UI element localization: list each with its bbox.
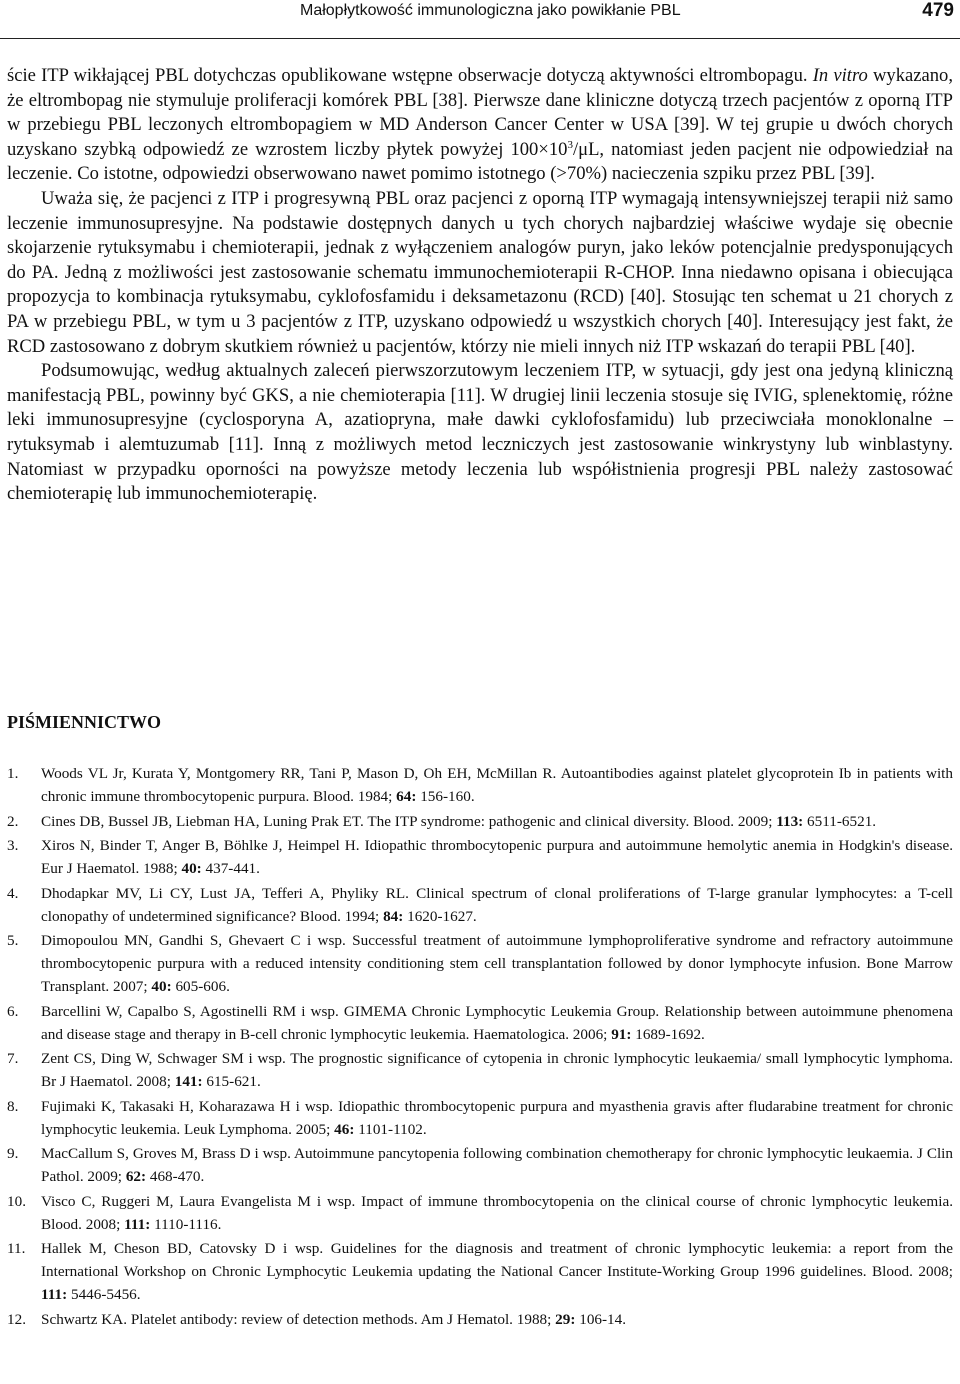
reference-number: 12. (7, 1310, 26, 1328)
reference-item (7, 929, 953, 998)
reference-text: MacCallum S, Groves M, Brass D i wsp. Autoimmune pancytopenia following combination chemotherapy for chronic lymphocytic leukaemia. J Clin Pathol. 2009; (41, 1145, 953, 1185)
reference-pages: 605-606. (171, 978, 230, 995)
references-list (7, 762, 953, 1332)
reference-text: Cines DB, Bussel JB, Liebman HA, Luning Prak ET. The ITP syndrome: pathogenic and clinical diversity. Blood. 2009; (41, 812, 777, 830)
reference-item (7, 1142, 953, 1188)
reference-volume: 113: (776, 812, 804, 830)
reference-volume: 40: (181, 860, 202, 877)
page-number: 479 (922, 0, 954, 21)
reference-number: 3. (7, 837, 19, 854)
reference-number: 8. (7, 1097, 19, 1115)
superscript: 3 (567, 138, 573, 151)
reference-volume: 46: (334, 1120, 355, 1138)
reference-pages: 1110-1116. (150, 1215, 222, 1233)
reference-volume: 141: (174, 1073, 203, 1090)
body-text (7, 64, 953, 507)
running-title: Małopłytkowość immunologiczna jako powikłanie PBL (300, 2, 681, 19)
reference-item (7, 834, 953, 880)
references-heading: PIŚMIENNICTWO (7, 712, 162, 732)
reference-pages: 156-160. (416, 788, 475, 805)
reference-volume: 64: (396, 788, 417, 805)
reference-text: Fujimaki K, Takasaki H, Koharazawa H i wsp. Idiopathic thrombocytopenic purpura and myasthenia gravis after fludarabine treatment for chronic lymphocytic leukemia. Leuk Lymphoma. 2005; (41, 1097, 953, 1138)
reference-pages: 106-14. (575, 1310, 627, 1328)
italic-phrase: In vitro (812, 65, 868, 86)
reference-item (7, 1190, 953, 1236)
reference-item (7, 762, 953, 808)
reference-volume: 62: (125, 1168, 147, 1185)
reference-pages: 1620-1627. (403, 907, 477, 925)
reference-item (7, 1308, 953, 1331)
reference-text: Barcellini W, Capalbo S, Agostinelli RM i wsp. GIMEMA Chronic Lymphocytic Leukemia Group. Relationship between autoimmune phenomena and disease stage and therapy in B-cell chronic lymphocytic leukemia. Haematologica. 2006; (41, 1002, 953, 1043)
reference-number: 9. (7, 1145, 19, 1162)
reference-volume: 111: (41, 1286, 68, 1303)
reference-item (7, 882, 953, 928)
reference-text: Visco C, Ruggeri M, Laura Evangelista M i wsp. Impact of immune thrombocytopenia on the clinical course of chronic lymphocytic leukemia. Blood. 2008; (41, 1192, 953, 1233)
reference-pages: 1689-1692. (631, 1025, 705, 1043)
reference-pages: 1101-1102. (354, 1120, 427, 1138)
paragraph: Podsumowując, według aktualnych zaleceń pierwszorzutowym leczeniem ITP, w sytuacji, gdy jest ona jedyną kliniczną manifestacją PBL, powinny być GKS, a nie chemioterapia [11]. W drugiej linii leczenia stosuje się IVIG, splenektomię, różne leki immunosupresyjne (cyclosporyna A, azatiopryna, małe dawki cyklofosfamidu) lub przeciwciała monoklonalne – rytuksymab i alemtuzumab [11]. Inną z możliwych metod leczniczych jest zastosowanie winkrystyny lub winblastyny. Natomiast w przypadku oporności na powyższe metody leczenia lub współistnienia progresji PBL należy zastosować chemioterapię lub immunochemioterapię. (7, 360, 953, 505)
reference-text: Schwartz KA. Platelet antibody: review of detection methods. Am J Hematol. 1988; (41, 1310, 556, 1328)
reference-pages: 468-470. (146, 1168, 205, 1185)
reference-text: Hallek M, Cheson BD, Catovsky D i wsp. Guidelines for the diagnosis and treatment of chronic lymphocytic leukemia: a report from the International Workshop on Chronic Lymphocytic Leukemia updating the National Cancer Institute-Working Group 1996 guidelines. Blood. 2008; (41, 1240, 953, 1280)
reference-number: 11. (7, 1240, 26, 1257)
paragraph: ście ITP wikłającej PBL dotychczas opublikowane wstępne obserwacje dotyczą aktywności eltrombopagu. In vitro wykazano, że eltrombopag nie stymuluje proliferacji komórek PBL [38]. Pierwsze dane kliniczne dotyczą trzech pacjentów z oporną ITP w przebiegu PBL leczonych eltrombopagiem w MD Anderson Cancer Center w USA [39]. W tej grupie u dwóch chorych uzyskano szybką odpowiedź ze wzrostem liczby płytek powyżej $100\times 10^3/\mu L$, natomiast jeden pacjent nie odpowiedział na leczenie. Co istotne, odpowiedzi obserwowano nawet pomimo istotnego (>70%) nacieczenia szpiku przez PBL [39]. (7, 65, 953, 185)
reference-pages: 437-441. (201, 860, 260, 877)
reference-item (7, 1237, 953, 1306)
reference-number: 4. (7, 884, 19, 902)
reference-number: 1. (7, 765, 19, 782)
reference-text: Xiros N, Binder T, Anger B, Böhlke J, Heimpel H. Idiopathic thrombocytopenic purpura and autoimmune hemolytic anemia in Hodgkin's disease. Eur J Haematol. 1988; (41, 837, 953, 877)
reference-number: 6. (7, 1002, 19, 1020)
reference-text: Woods VL Jr, Kurata Y, Montgomery RR, Tani P, Mason D, Oh EH, McMillan R. Autoantibodies against platelet glycoprotein Ib in patients with chronic immune thrombocytopenic purpura. Blood. 1984; (41, 765, 953, 805)
reference-volume: 29: (555, 1310, 576, 1328)
reference-number: 5. (7, 932, 19, 949)
reference-pages: 6511-6521. (803, 812, 877, 830)
reference-item (7, 1047, 953, 1093)
reference-text: Zent CS, Ding W, Schwager SM i wsp. The prognostic significance of cytopenia in chronic lymphocytic leukaemia/ small lymphocytic lymphoma. Br J Haematol. 2008; (41, 1050, 953, 1090)
reference-item (7, 1000, 953, 1046)
reference-volume: 111: (124, 1215, 151, 1233)
reference-item (7, 1095, 953, 1141)
reference-pages: 615-621. (202, 1073, 261, 1090)
reference-number: 7. (7, 1050, 19, 1067)
reference-number: 10. (7, 1192, 26, 1210)
reference-text: Dhodapkar MV, Li CY, Lust JA, Tefferi A, Phyliky RL. Clinical spectrum of clonal proliferations of T-large granular lymphocytes: a T-cell clonopathy of undetermined significance? Blood. 1994; (41, 884, 953, 925)
reference-text: Dimopoulou MN, Gandhi S, Ghevaert C i wsp. Successful treatment of autoimmune lymphoproliferative syndrome and refractory autoimmune thrombocytopenic purpura with a reduced intensity conditioning stem cell transplantation followed by donor lymphocyte infusion. Bone Marrow Transplant. 2007; (41, 932, 953, 995)
reference-pages: 5446-5456. (67, 1286, 141, 1303)
paragraph: Uważa się, że pacjenci z ITP i progresywną PBL oraz pacjenci z oporną ITP wymagają intensywniejszej terapii niż samo leczenie immunosupresyjne. Na podstawie dostępnych danych u tych chorych najbardziej właściwe wydaje się obecnie skojarzenie rytuksymabu i chemioterapii, jednak z wyłączeniem analogów puryn, jako leków potencjalnie predysponujących do PA. Jedną z możliwości jest zastosowanie schematu immunochemioterapii R-CHOP. Inna niedawno opisana i obiecująca propozycja to kombinacja rytuksymabu, cyklofosfamidu i deksametazonu (RCD) [40]. Stosując ten schemat u 21 chorych z PA w przebiegu PBL, w tym u 3 pacjentów z ITP, uzyskano odpowiedź u wszystkich chorych [40]. Interesujący jest fakt, że RCD zastosowano z dobrym skutkiem również u pacjentów, którzy nie mieli innych niż ITP wskazań do terapii PBL [40]. (7, 187, 953, 357)
reference-number: 2. (7, 812, 19, 830)
reference-volume: 40: (151, 978, 172, 995)
reference-volume: 91: (611, 1025, 632, 1043)
reference-item (7, 810, 953, 833)
page-header (0, 0, 960, 39)
reference-volume: 84: (383, 907, 404, 925)
